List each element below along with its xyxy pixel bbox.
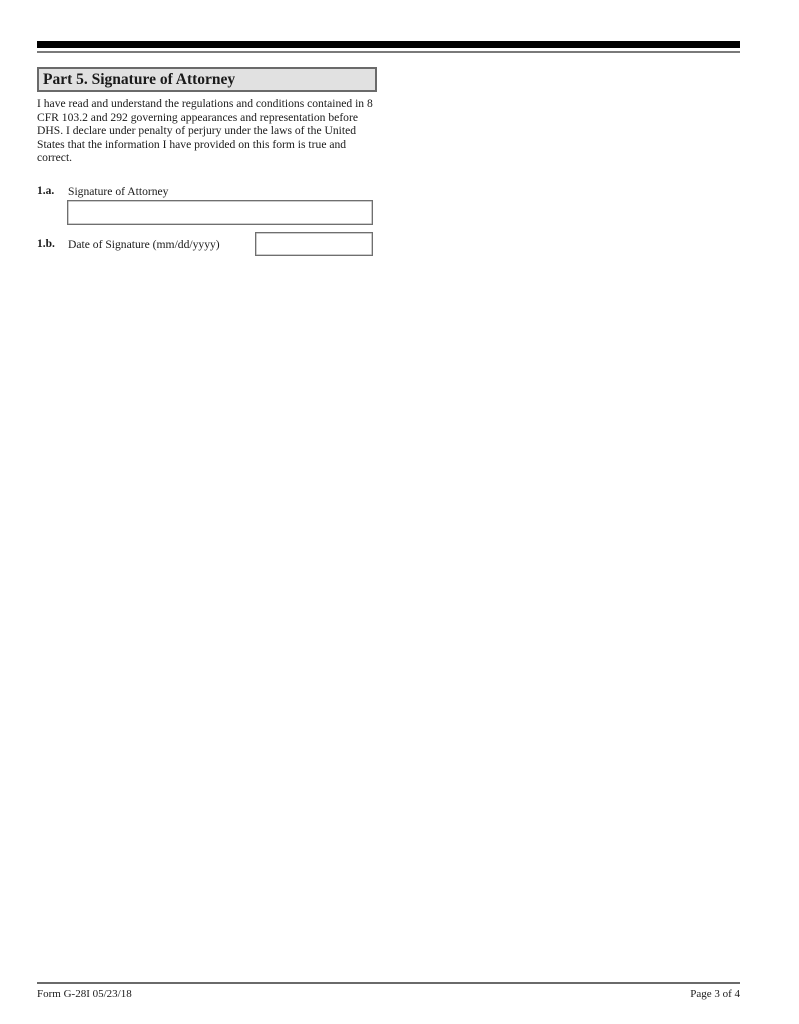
attorney-declaration-text: I have read and understand the regulations and conditions contained in 8 CFR 103.2 and 292 governing appearances and representation before DHS. I declare under penalty of perjury under the laws of the United States that the information I have provided on this form is true and correct. xyxy=(37,97,373,165)
item-number-1b: 1.b. xyxy=(37,238,55,250)
signature-of-attorney-field[interactable] xyxy=(67,200,373,225)
date-of-signature-field[interactable] xyxy=(255,232,373,256)
form-identifier: Form G-28I 05/23/18 xyxy=(37,988,132,1000)
top-divider-rule xyxy=(37,51,740,53)
top-divider-bar xyxy=(37,41,740,48)
item-number-1a: 1.a. xyxy=(37,185,55,197)
footer-rule xyxy=(37,982,740,984)
part-5-header: Part 5. Signature of Attorney xyxy=(37,67,377,92)
signature-label: Signature of Attorney xyxy=(68,185,169,198)
page-number: Page 3 of 4 xyxy=(690,988,740,1000)
date-of-signature-label: Date of Signature (mm/dd/yyyy) xyxy=(68,238,220,251)
